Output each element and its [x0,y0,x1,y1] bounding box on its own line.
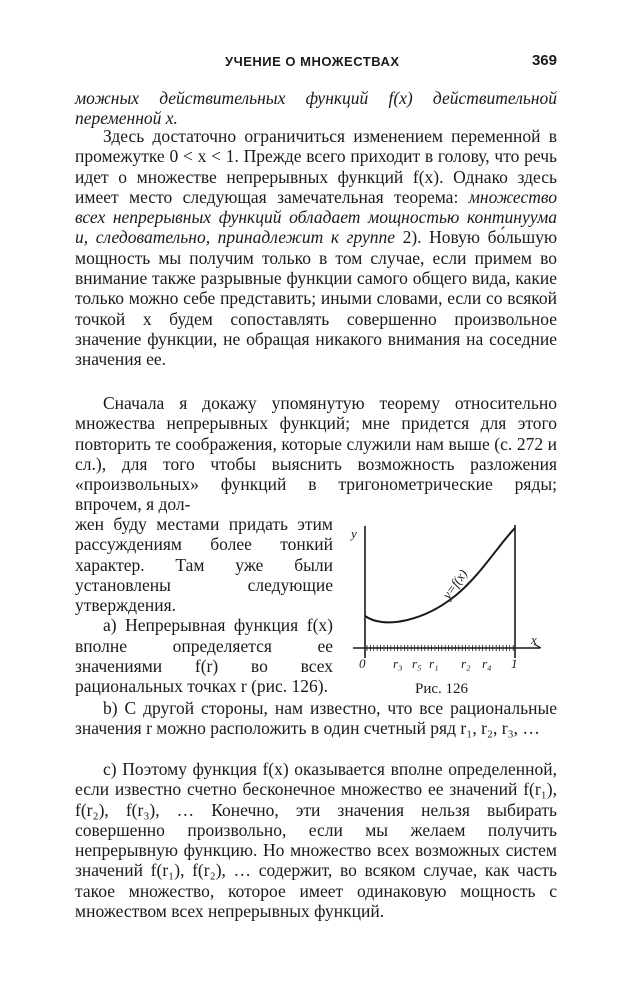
paragraph-2-text [75,126,557,370]
figure-caption: Рис. 126 [415,681,469,697]
running-head: УЧЕНИЕ О МНОЖЕСТВАХ [225,54,400,69]
tick-label: r₄ [482,656,492,671]
theorem-statement: множество всех непрерывных функций обладает мощностью континуума и, следовательно, принадлежит к группе [75,186,557,248]
paragraph-5-text: b) С другой стороны, нам известно, что все рациональные значения r можно расположить в один счетный ряд r₁, r₂, r₃, … [75,698,557,739]
tick-label: r₁ [429,656,439,671]
paragraph-2 [75,126,557,370]
paragraph-6 [75,759,557,921]
x-axis-label: x [531,632,537,647]
tick-label: r₃ [393,656,403,671]
tick-label: r₂ [461,656,471,671]
paragraph-5 [75,698,557,739]
paragraph-3-text [75,393,557,515]
tick-label: r₅ [412,656,422,671]
page-number: 369 [531,52,557,69]
paragraph-6-text: с) Поэтому функция f(x) оказывается вполне определенной, если известно счетно бесконечное множество ее значений f(r₁), f(r₂), f(r₃), … Конечно, эти значения нельзя выбирать совершенно произвольно, если мы желаем получить непрерывную функцию. Но множество всех возможных систем значений f(r₁), f(r₂), … содержит, во всяком случае, как часть такое множество, которое имеет одинаковую мощность с множеством всех непрерывных функций. [75,759,557,922]
paragraph-3-narrow [75,514,333,697]
tick-labels [359,656,518,671]
function-graph [345,518,557,678]
paragraph-3 [75,393,557,515]
y-axis-label: y [351,526,357,541]
paragraph-2-part-b: 2). Новую бо́льшую мощность мы получим только в том случае, если примем во внимание также разрывные функции самого общего вида, какие только можно себе представить; иными словами, если со всякой точкой x будем сопоставлять совершенно произвольное значение функции, не обращая никакого внимания на соседние значения ее. [75,227,558,370]
paragraph-3-narrow-text: жен буду местами придать этим рассуждениям более тонкий характер. Там уже были установлены следующие утверждения. [75,514,333,616]
curve-label: y=f(x) [439,566,471,602]
paragraph-1-text: можных действительных функций f(x) действительной переменной x. [75,88,557,129]
paragraph-1 [75,88,557,129]
paragraph-3-wide: Сначала я докажу упомянутую теорему относительно множества непрерывных функций; мне придется для этого повторить те соображения, которые служили нам выше (с. 272 и сл.), для того чтобы выяснить возможность разложения «произвольных» функций в тригонометрические ряды; впрочем, я дол- [75,393,557,515]
tick-label: 1 [511,656,518,671]
tick-label: 0 [359,656,366,671]
function-curve [365,528,515,622]
page-header [75,52,557,74]
paragraph-4-text: а) Непрерывная функция f(x) вполне определяется ее значениями f(r) во всех рациональных точках r (рис. 126). [75,615,333,697]
figure-126 [345,518,557,702]
paragraph-2-part-a: Здесь достаточно ограничиться изменением переменной в промежутке 0 < x < 1. Прежде всего приходит в голову, что речь идет о множестве непрерывных функций f(x). Однако здесь имеет место следующая замечательная теорема: [75,126,557,207]
